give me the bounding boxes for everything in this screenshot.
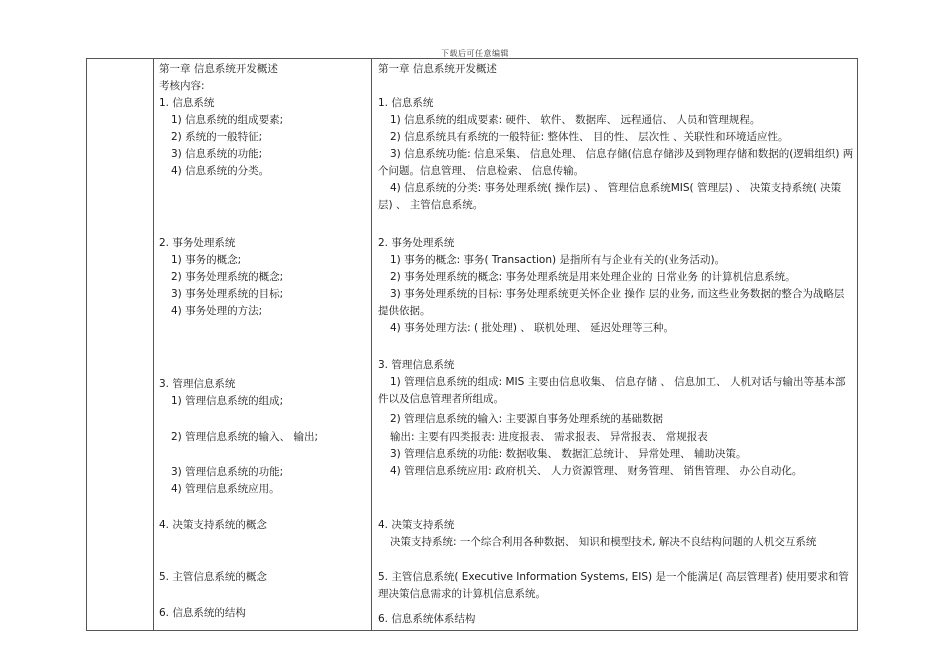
exam-label: 考核内容: [159, 80, 205, 92]
detail-paragraph: 3) 信息系统功能: 信息采集、 信息处理、 信息存储(信息存储涉及到物理存储和数据的(逻辑组织) 两个问题。信息管理、 信息检索、 信息传输。 [378, 148, 854, 177]
detail-paragraph: 5. 主管信息系统( Executive Information Systems, EIS) 是一个能满足( 高层管理者) 使用要求和管理决策信息需求的计算机信息系统。 [378, 571, 849, 600]
detail-paragraph: 4) 管理信息系统应用: 政府机关、 人力资源管理、 财务管理、 销售管理、 办公自动化。 [390, 465, 803, 477]
section-title: 2. 事务处理系统 [159, 237, 236, 249]
section-title: 1. 信息系统 [159, 97, 215, 109]
details-column [378, 59, 854, 630]
detail-paragraph: 4) 信息系统的分类: 事务处理系统( 操作层) 、 管理信息系统MIS( 管理层) 、 决策支持系统( 决策层) 、 主管信息系统。 [378, 182, 842, 211]
header-note: 下载后可任意编辑 [441, 49, 509, 58]
column-divider-2 [371, 59, 372, 630]
detail-paragraph: 1) 信息系统的组成要素: 硬件、 软件、 数据库、 远程通信、 人员和管理规程。 [390, 114, 761, 126]
outline-item: 2) 事务处理系统的概念; [171, 271, 284, 283]
detail-paragraph: 2) 信息系统具有系统的一般特征: 整体性、 目的性、 层次性 、关联性和环境适应性。 [390, 131, 789, 143]
outline-item: 3) 信息系统的功能; [171, 148, 263, 160]
outline-item: 4) 管理信息系统应用。 [171, 483, 280, 495]
detail-paragraph: 1) 事务的概念: 事务( Transaction) 是指所有与企业有关的(业务活动)。 [390, 254, 726, 266]
outline-item: 2) 管理信息系统的输入、 输出; [171, 431, 318, 443]
detail-paragraph: 2) 事务处理系统的概念: 事务处理系统是用来处理企业的 日常业务 的计算机信息系统。 [390, 271, 796, 283]
column-divider-1 [153, 59, 154, 630]
detail-paragraph: 2) 管理信息系统的输入: 主要源自事务处理系统的基础数据 [390, 413, 663, 425]
chapter-title: 第一章 信息系统开发概述 [378, 63, 497, 75]
outline-item: 1) 信息系统的组成要素; [171, 114, 284, 126]
outline-item: 3) 事务处理系统的目标; [171, 288, 284, 300]
section-title: 4. 决策支持系统的概念 [159, 519, 267, 531]
section-title: 6. 信息系统的结构 [159, 607, 246, 619]
chapter-title: 第一章 信息系统开发概述 [159, 63, 278, 75]
section-title: 5. 主管信息系统的概念 [159, 571, 267, 583]
section-title: 3. 管理信息系统 [159, 378, 236, 390]
detail-paragraph: 1) 管理信息系统的组成: MIS 主要由信息收集、 信息存储 、 信息加工、 人机对话与输出等基本部件以及信息管理者所组成。 [378, 376, 846, 405]
content-table [86, 58, 858, 631]
exam-outline-column [159, 59, 367, 630]
detail-paragraph: 3) 管理信息系统的功能: 数据收集、 数据汇总统计、 异常处理、 辅助决策。 [390, 448, 747, 460]
outline-item: 3) 管理信息系统的功能; [171, 466, 284, 478]
section-title: 3. 管理信息系统 [378, 359, 455, 371]
section-title: 4. 决策支持系统 [378, 519, 455, 531]
section-title: 1. 信息系统 [378, 97, 434, 109]
section-title: 6. 信息系统体系结构 [378, 613, 476, 625]
section-title: 2. 事务处理系统 [378, 237, 455, 249]
detail-paragraph: 决策支持系统: 一个综合利用各种数据、 知识和模型技术, 解决不良结构问题的人机交互系统 [390, 536, 817, 548]
outline-item: 1) 管理信息系统的组成; [171, 395, 284, 407]
detail-paragraph: 4) 事务处理方法: ( 批处理) 、 联机处理、 延迟处理等三种。 [390, 322, 675, 334]
outline-item: 2) 系统的一般特征; [171, 131, 263, 143]
outline-item: 1) 事务的概念; [171, 254, 242, 266]
detail-paragraph: 3) 事务处理系统的目标: 事务处理系统更关怀企业 操作 层的业务, 而这些业务数据的整合为战略层提供依据。 [378, 288, 845, 317]
outline-item: 4) 信息系统的分类。 [171, 165, 270, 177]
detail-paragraph: 输出: 主要有四类报表: 进度报表、 需求报表、 异常报表、 常规报表 [390, 431, 708, 443]
outline-item: 4) 事务处理的方法; [171, 305, 263, 317]
